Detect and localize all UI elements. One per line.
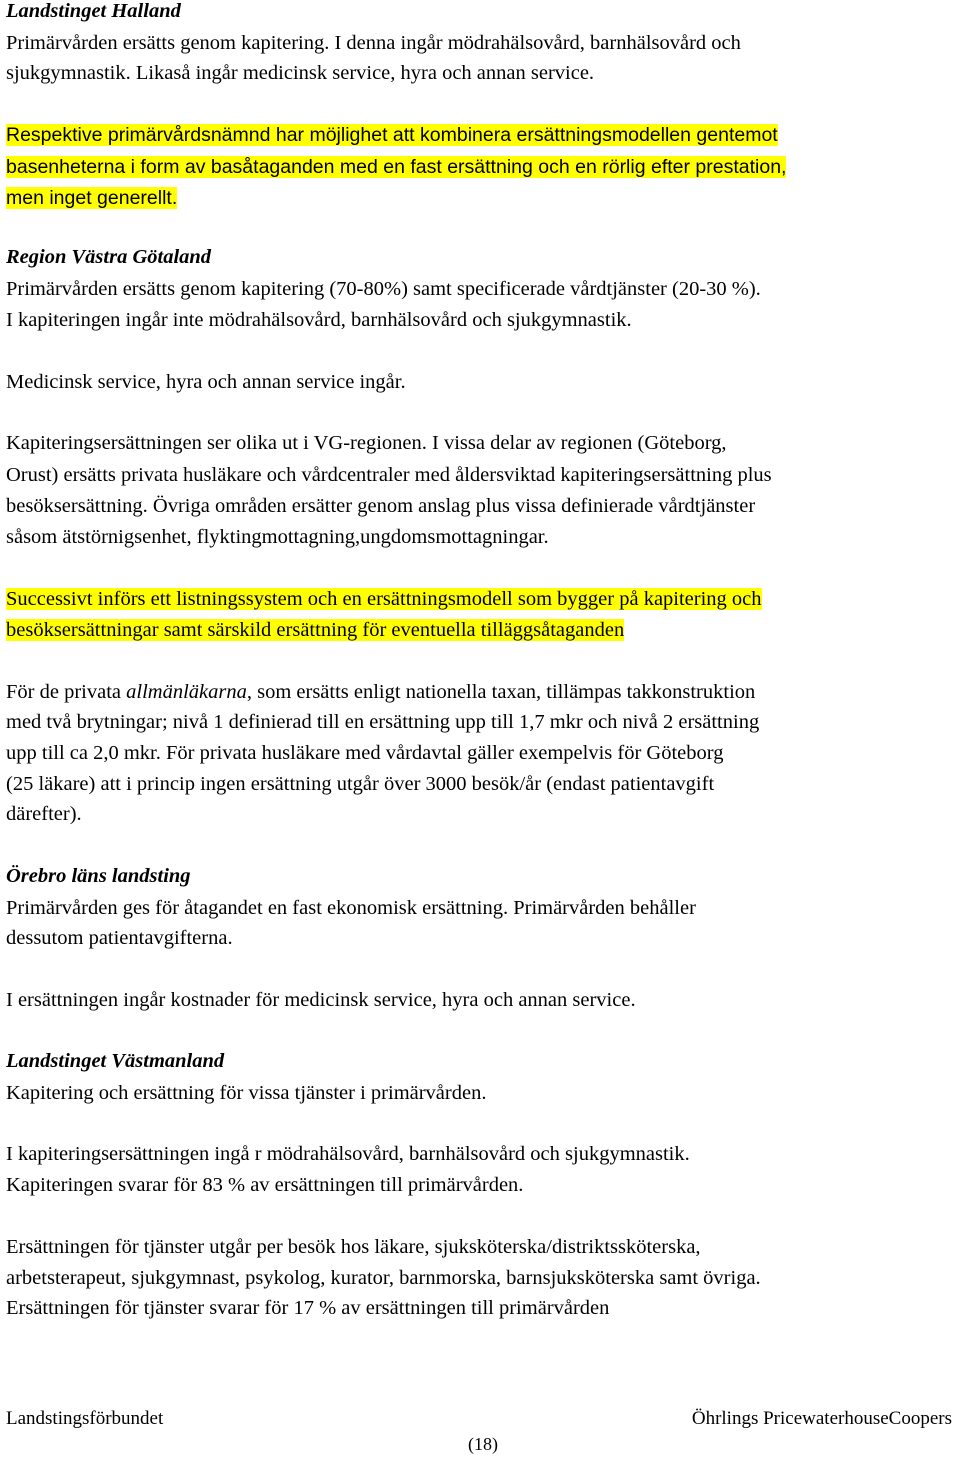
paragraph-line: Kapiteringsersättningen ser olika ut i VG-regionen. I vissa delar av regionen (Göteborg, (6, 432, 727, 454)
paragraph-line: sjukgymnastik. Likaså ingår medicinsk service, hyra och annan service. (6, 62, 595, 84)
paragraph-line: Kapitering och ersättning för vissa tjänster i primärvården. (6, 1082, 487, 1104)
paragraph-line: I ersättningen ingår kostnader för medicinsk service, hyra och annan service. (6, 989, 636, 1011)
highlight-text: basenheterna i form av basåtaganden med en fast ersättning och en rörlig efter prestation, (6, 156, 787, 178)
paragraph-line: därefter). (6, 803, 82, 825)
paragraph-line: Primärvården ersätts genom kapitering (70-80%) samt specificerade vårdtjänster (20-30 %). (6, 278, 761, 300)
highlighted-line (6, 185, 177, 211)
section-heading-vgr: Region Västra Götaland (6, 246, 212, 268)
paragraph-line: I kapiteringsersättningen ingå r mödrahälsovård, barnhälsovård och sjukgymnastik. (6, 1143, 690, 1165)
highlight-text: men inget generellt. (6, 187, 178, 209)
highlight-text: besöksersättningar samt särskild ersättning för eventuella tilläggsåtaganden (6, 619, 625, 641)
highlighted-line (6, 154, 786, 180)
paragraph-line: Orust) ersätts privata husläkare och vårdcentraler med åldersviktad kapiteringsersättning plus (6, 464, 772, 486)
paragraph-line: Kapiteringen svarar för 83 % av ersättningen till primärvården. (6, 1174, 524, 1196)
paragraph-line: Medicinsk service, hyra och annan service ingår. (6, 371, 406, 393)
text-run: , som ersätts enligt nationella taxan, tillämpas takkonstruktion (246, 681, 756, 703)
text-run: För de privata (6, 681, 127, 703)
page-number: (18) (468, 1434, 498, 1454)
paragraph-line: upp till ca 2,0 mkr. För privata husläkare med vårdavtal gäller exempelvis för Göteborg (6, 742, 724, 764)
paragraph-line: (25 läkare) att i princip ingen ersättning utgår över 3000 besök/år (endast patientavgift (6, 773, 715, 795)
paragraph-line: Primärvården ersätts genom kapitering. I denna ingår mödrahälsovård, barnhälsovård och (6, 32, 741, 54)
italic-term: allmänläkarna (126, 681, 247, 703)
highlight-text: Successivt införs ett listningssystem och en ersättningsmodell som bygger på kapitering och (6, 588, 762, 610)
paragraph-line: med två brytningar; nivå 1 definierad till en ersättning upp till 1,7 mkr och nivå 2 ersättning (6, 711, 760, 733)
footer-left: Landstingsförbundet (6, 1408, 164, 1429)
paragraph-line: såsom ätstörnigsenhet, flyktingmottagning,ungdomsmottagningar. (6, 526, 549, 548)
paragraph-line (6, 679, 755, 705)
paragraph-line: Primärvården ges för åtagandet en fast ekonomisk ersättning. Primärvården behåller (6, 897, 696, 919)
footer-right: Öhrlings PricewaterhouseCoopers (691, 1408, 952, 1429)
paragraph-line: Ersättningen för tjänster svarar för 17 % av ersättningen till primärvården (6, 1297, 610, 1319)
paragraph-line: I kapiteringen ingår inte mödrahälsovård, barnhälsovård och sjukgymnastik. (6, 309, 632, 331)
paragraph-line: besöksersättning. Övriga områden ersätter genom anslag plus vissa definierade vårdtjänster (6, 495, 756, 517)
section-heading-vastmanland: Landstinget Västmanland (6, 1050, 225, 1072)
highlight-text: Respektive primärvårdsnämnd har möjlighet att kombinera ersättningsmodellen gentemot (6, 124, 778, 146)
section-heading-halland: Landstinget Halland (6, 0, 181, 22)
section-heading-orebro: Örebro läns landsting (6, 865, 191, 887)
highlighted-line (6, 586, 762, 612)
paragraph-line: dessutom patientavgifterna. (6, 927, 233, 949)
highlighted-line (6, 617, 624, 643)
paragraph-line: arbetsterapeut, sjukgymnast, psykolog, kurator, barnmorska, barnsjuksköterska samt övriga. (6, 1267, 761, 1289)
paragraph-line: Ersättningen för tjänster utgår per besök hos läkare, sjuksköterska/distriktssköterska, (6, 1236, 701, 1258)
highlighted-line (6, 122, 778, 148)
